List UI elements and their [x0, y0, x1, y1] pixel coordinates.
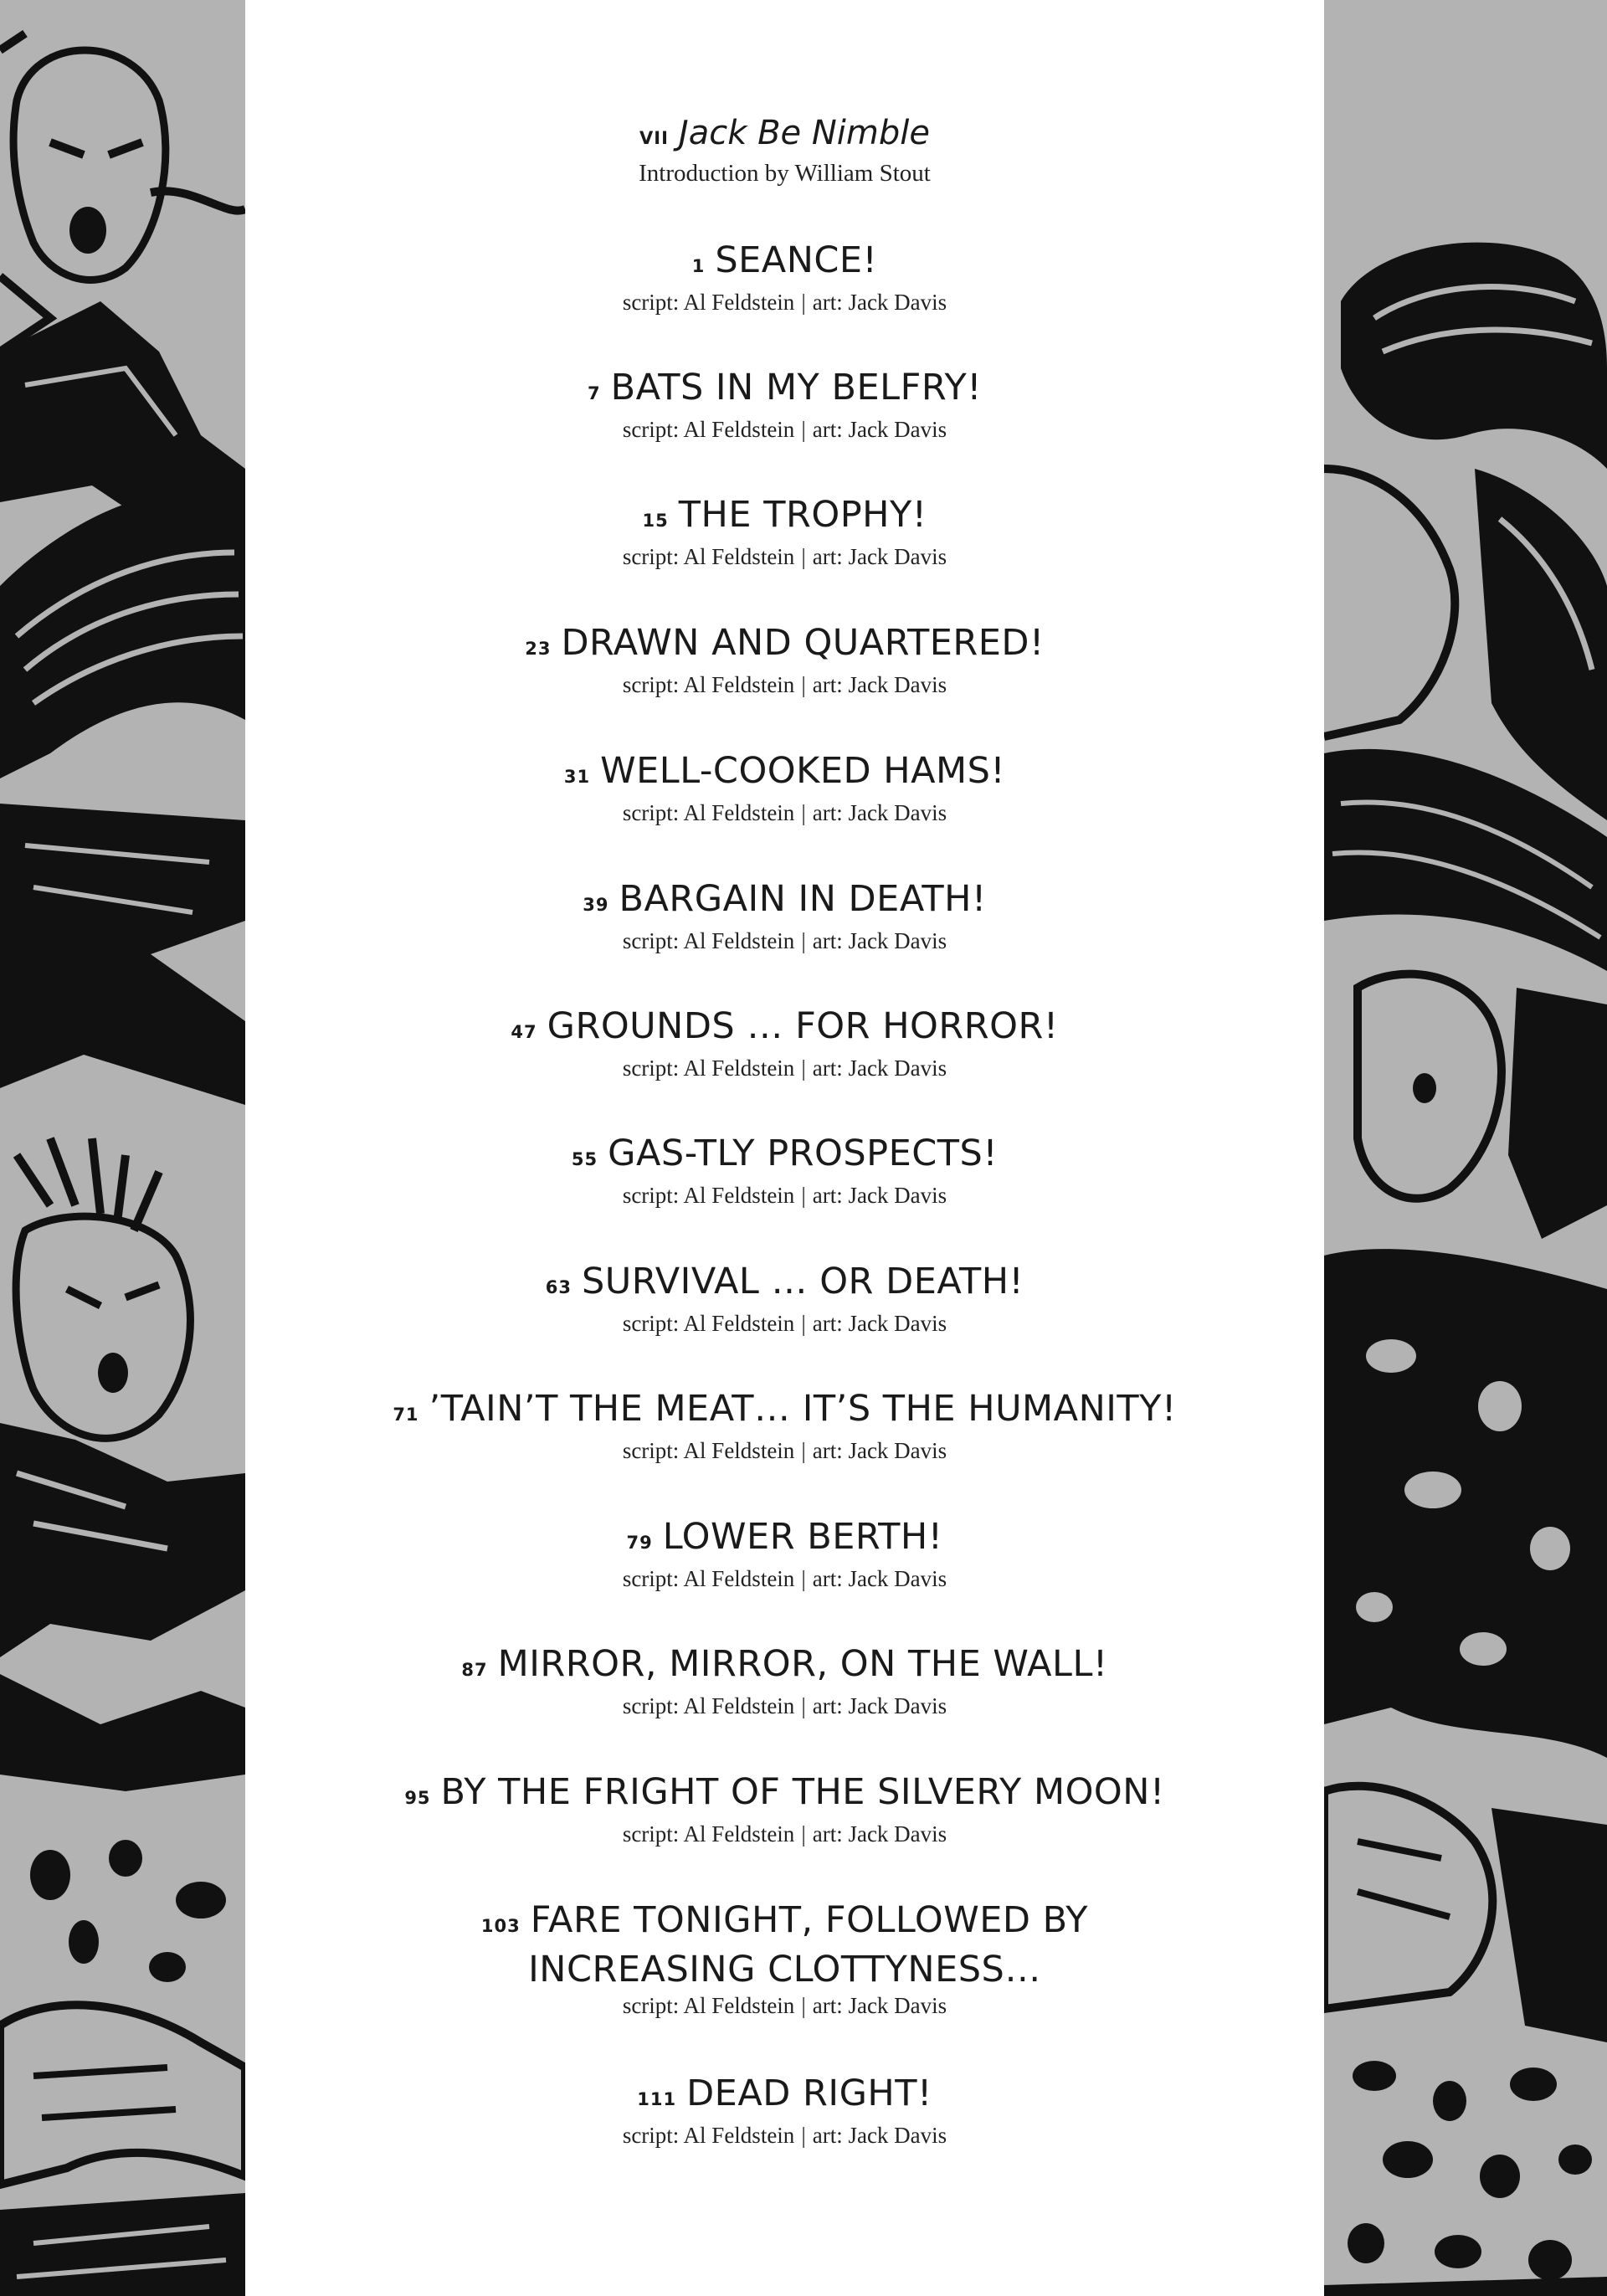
story-title-line	[245, 1004, 1324, 1054]
toc-story-entry	[245, 366, 1324, 444]
story-credits	[245, 1436, 1324, 1465]
script-credit: script: Al Feldstein	[622, 290, 795, 315]
script-credit: script: Al Feldstein	[622, 544, 795, 569]
story-credits	[245, 670, 1324, 699]
credit-separator: |	[801, 800, 806, 825]
story-title-line	[245, 1770, 1324, 1820]
story-credits	[245, 1564, 1324, 1593]
credit-separator: |	[801, 1993, 806, 2018]
story-credits	[245, 1181, 1324, 1210]
credit-separator: |	[801, 1438, 806, 1463]
toc-story-entry	[245, 1132, 1324, 1210]
story-credits	[245, 288, 1324, 316]
credit-separator: |	[801, 1566, 806, 1591]
story-page-number: 31	[563, 767, 591, 787]
story-title-line	[245, 621, 1324, 670]
art-credit: art: Jack Davis	[812, 1311, 947, 1336]
story-title: SEANCE!	[715, 239, 878, 281]
credit-separator: |	[801, 928, 806, 953]
script-credit: script: Al Feldstein	[622, 800, 795, 825]
credit-separator: |	[801, 1693, 806, 1718]
art-credit: art: Jack Davis	[812, 672, 947, 697]
story-credits	[245, 799, 1324, 827]
story-credits	[245, 927, 1324, 955]
right-comic-art-strip	[1324, 0, 1607, 2296]
toc-story-entry	[245, 239, 1324, 316]
story-page-number: 79	[626, 1533, 653, 1553]
credit-separator: |	[801, 1311, 806, 1336]
toc-story-entry	[245, 1260, 1324, 1338]
story-title-line	[245, 2072, 1324, 2121]
story-title-line	[245, 1898, 1324, 1948]
toc-intro-entry	[245, 113, 1324, 188]
art-credit: art: Jack Davis	[812, 1566, 947, 1591]
toc-story-entry	[245, 1898, 1324, 2020]
story-title-line	[245, 1132, 1324, 1181]
art-credit: art: Jack Davis	[812, 800, 947, 825]
story-page-number: 95	[404, 1788, 431, 1808]
story-title: THE TROPHY!	[678, 494, 927, 536]
story-page-number: 63	[545, 1277, 572, 1297]
toc-story-entry	[245, 877, 1324, 955]
toc-story-entry	[245, 1515, 1324, 1593]
story-page-number: 103	[480, 1916, 521, 1936]
story-title: WELL-COOKED HAMS!	[600, 750, 1006, 792]
story-page-number: 47	[511, 1022, 537, 1042]
toc-story-entry	[245, 1770, 1324, 1848]
right-comic-illustration	[1324, 0, 1607, 2296]
script-credit: script: Al Feldstein	[622, 1438, 795, 1463]
toc-story-entry	[245, 2072, 1324, 2150]
script-credit: script: Al Feldstein	[622, 672, 795, 697]
story-credits	[245, 1309, 1324, 1338]
script-credit: script: Al Feldstein	[622, 1993, 795, 2018]
story-title-line	[245, 1515, 1324, 1564]
story-title: FARE TONIGHT, FOLLOWED BY	[530, 1899, 1089, 1941]
story-title-line	[245, 1642, 1324, 1692]
story-page-number: 55	[571, 1149, 598, 1169]
story-title: DRAWN AND QUARTERED!	[561, 622, 1045, 664]
story-title: BY THE FRIGHT OF THE SILVERY MOON!	[440, 1771, 1165, 1813]
left-comic-art-strip	[0, 0, 245, 2296]
story-credits	[245, 1820, 1324, 1848]
toc-story-entry	[245, 749, 1324, 827]
story-title-line	[245, 239, 1324, 288]
story-title: SURVIVAL … OR DEATH!	[581, 1261, 1024, 1302]
story-page-number: 39	[583, 895, 609, 915]
toc-story-entry	[245, 1642, 1324, 1720]
story-title: LOWER BERTH!	[662, 1516, 943, 1558]
toc-story-entry	[245, 621, 1324, 699]
story-page-number: 87	[461, 1660, 488, 1680]
left-comic-illustration	[0, 0, 245, 2296]
credit-separator: |	[801, 672, 806, 697]
credit-separator: |	[801, 1183, 806, 1208]
script-credit: script: Al Feldstein	[622, 2123, 795, 2148]
script-credit: script: Al Feldstein	[622, 928, 795, 953]
story-credits	[245, 415, 1324, 444]
story-page-number: 71	[393, 1405, 419, 1425]
story-credits	[245, 1054, 1324, 1082]
story-page-number: 15	[642, 511, 669, 531]
story-title: ’TAIN’T THE MEAT… IT’S THE HUMANITY!	[429, 1388, 1177, 1430]
story-page-number: 23	[525, 639, 552, 659]
story-title: MIRROR, MIRROR, ON THE WALL!	[497, 1643, 1108, 1685]
script-credit: script: Al Feldstein	[622, 1821, 795, 1847]
story-title: GAS-TLY PROSPECTS!	[608, 1133, 999, 1174]
story-title-line	[245, 749, 1324, 799]
toc-story-entry	[245, 493, 1324, 571]
story-title: BATS IN MY BELFRY!	[610, 367, 982, 408]
credit-separator: |	[801, 1821, 806, 1847]
story-page-number: 7	[588, 383, 601, 403]
art-credit: art: Jack Davis	[812, 290, 947, 315]
story-title-line	[245, 493, 1324, 542]
art-credit: art: Jack Davis	[812, 1438, 947, 1463]
art-credit: art: Jack Davis	[812, 1821, 947, 1847]
art-credit: art: Jack Davis	[812, 1693, 947, 1718]
intro-page-number: VII	[639, 128, 669, 148]
intro-title: Jack Be Nimble	[678, 114, 930, 152]
intro-title-line	[245, 113, 1324, 158]
story-title-line	[245, 1387, 1324, 1436]
toc-story-entry	[245, 1387, 1324, 1465]
credit-separator: |	[801, 544, 806, 569]
story-credits	[245, 2121, 1324, 2150]
credit-separator: |	[801, 2123, 806, 2148]
script-credit: script: Al Feldstein	[622, 1311, 795, 1336]
credit-separator: |	[801, 290, 806, 315]
toc-story-entry	[245, 1004, 1324, 1082]
art-credit: art: Jack Davis	[812, 544, 947, 569]
art-credit: art: Jack Davis	[812, 1056, 947, 1081]
script-credit: script: Al Feldstein	[622, 417, 795, 442]
script-credit: script: Al Feldstein	[622, 1183, 795, 1208]
intro-subtitle: Introduction by William Stout	[639, 160, 931, 187]
story-title: DEAD RIGHT!	[686, 2073, 932, 2114]
story-credits	[245, 542, 1324, 571]
script-credit: script: Al Feldstein	[622, 1566, 795, 1591]
story-credits	[245, 1692, 1324, 1720]
table-of-contents	[245, 0, 1324, 2296]
credit-separator: |	[801, 417, 806, 442]
story-page-number: 111	[637, 2089, 677, 2109]
story-title-line	[245, 877, 1324, 927]
credit-separator: |	[801, 1056, 806, 1081]
story-page-number: 1	[691, 256, 706, 276]
story-title-line	[245, 366, 1324, 415]
story-credits	[245, 1991, 1324, 2020]
story-title: BARGAIN IN DEATH!	[619, 878, 987, 920]
art-credit: art: Jack Davis	[812, 1993, 947, 2018]
art-credit: art: Jack Davis	[812, 417, 947, 442]
script-credit: script: Al Feldstein	[622, 1693, 795, 1718]
script-credit: script: Al Feldstein	[622, 1056, 795, 1081]
art-credit: art: Jack Davis	[812, 1183, 947, 1208]
story-title-line	[245, 1260, 1324, 1309]
story-title-line-2: INCREASING CLOTTYNESS…	[528, 1949, 1041, 1990]
art-credit: art: Jack Davis	[812, 928, 947, 953]
art-credit: art: Jack Davis	[812, 2123, 947, 2148]
story-title: GROUNDS … FOR HORROR!	[547, 1005, 1059, 1047]
